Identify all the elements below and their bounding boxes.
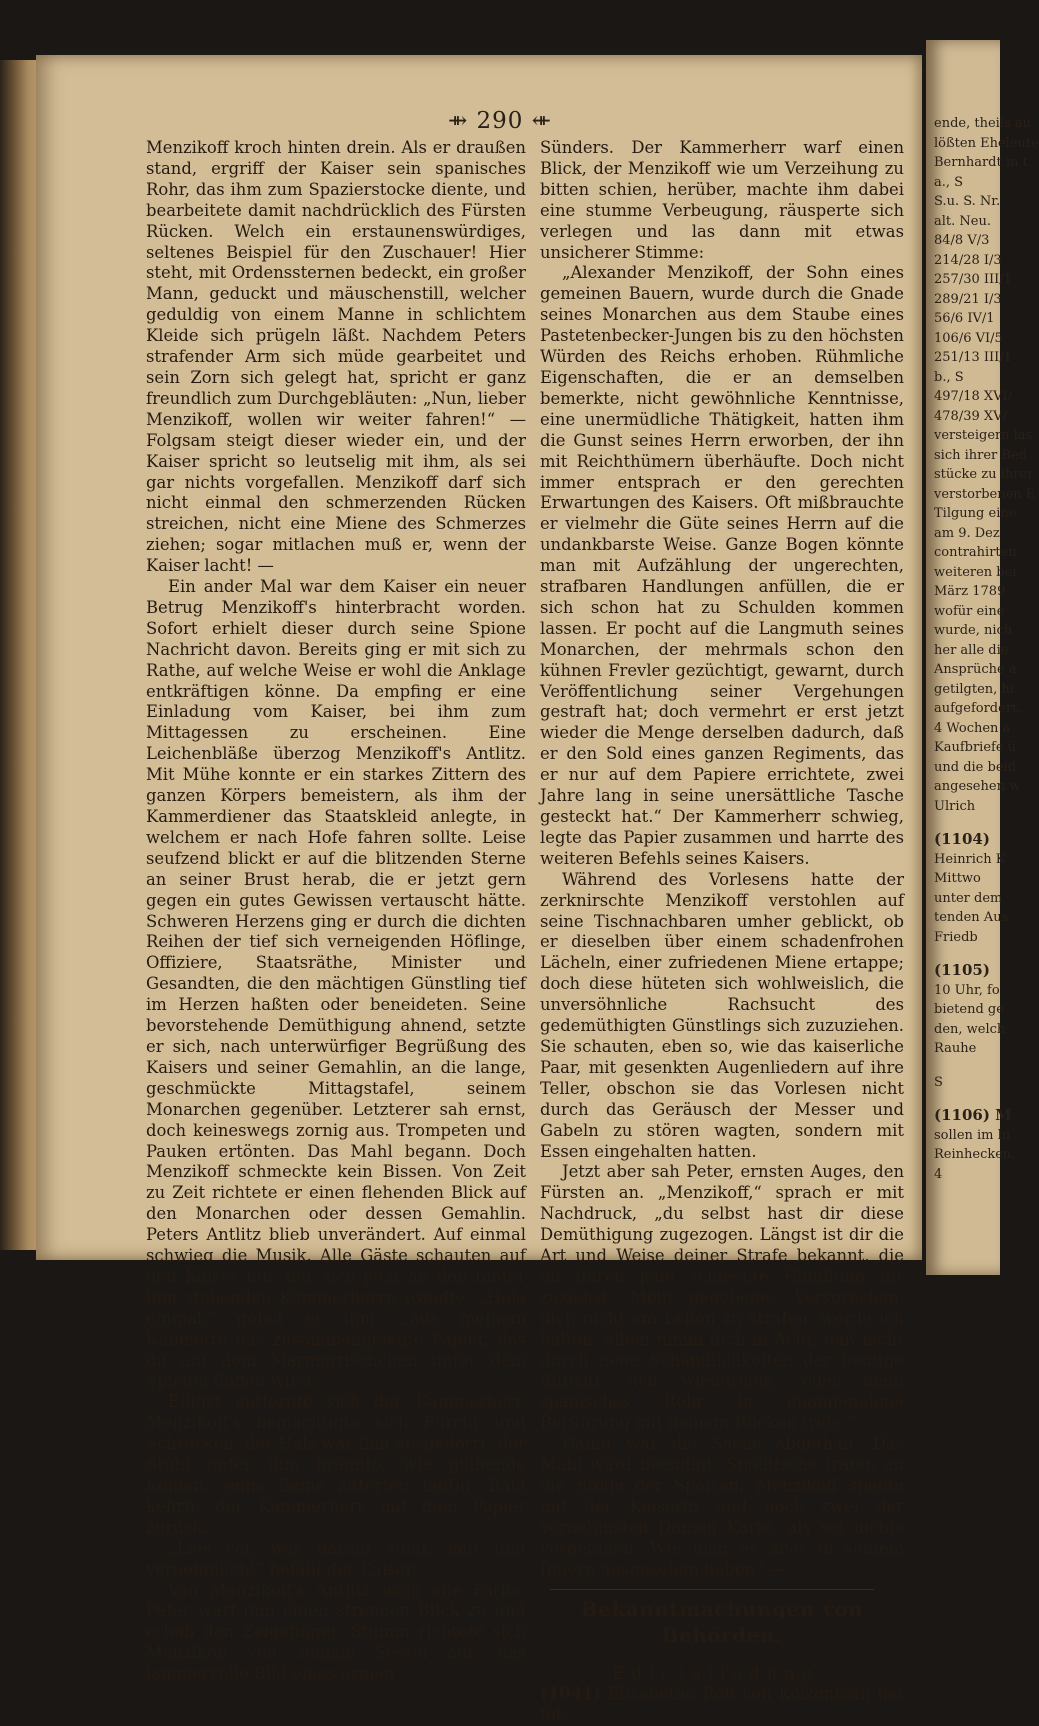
next-page-line: Bernhardt in t — [934, 155, 1028, 170]
next-page-line: 10 Uhr, fo — [934, 982, 1000, 998]
ornament-rule: 〰〰〰 — [705, 1649, 739, 1661]
next-page-line: Rauhe — [934, 1041, 977, 1056]
next-page-line: März 1789 — [934, 584, 1006, 599]
paragraph: Ein ander Mal war dem Kaiser ein neuer Betrug Menzikoff's hinterbracht worden. Sofort erhielt dieser durch seine Spione Nachricht davon. Bereits ging er mit sich zu Rathe, auf welche Weise er wohl die Anklage entkräftigen könne. Da empfing er eine Einladung vom Kaiser, bei ihm zum Mittagessen zu erscheinen. Eine Leichenbläße überzog Menzikoff's Antlitz. Mit Mühe konnte er ein starkes Zittern des ganzen Körpers bemeistern, als ihm der Kammerdiener das Staatskleid anlegte, in welchem er nach Hofe fahren sollte. Leise seufzend blickt er auf die blitzenden Sterne an seiner Brust herab, die er jetzt gern gegen ein gutes Gewissen vertauscht hätte. Schweren Herzens ging er durch die dichten Reihen der tief sich verneigenden Höflinge, Offiziere, Staatsräthe, Minister und Gesandten, die den mächtigen Günstling tief im Herzen haßten oder beneideten. Seine bevorstehende Demüthigung ahnend, setzte er sich, nach unterwürfiger Begrüßung des Kaisers und seiner Gemahlin, an die lange, geschmückte Mittagstafel, seinem Monarchen gegenüber. Letzterer sah ernst, doch keineswegs zornig aus. Trompeten und Pauken ertönten. Das Mahl begann. Doch Menzikoff schmeckte kein Bissen. Von Zeit zu Zeit richtete er einen flehenden Blick auf den Monarchen oder dessen Gemahlin. Peters Antlitz blieb unverändert. Auf einmal schwieg die Musik. Alle Gäste schauten auf den Kaiser hin, der sich jetzt an den hinter ihm stehenden Kammerherrn wandte. „Hole einmal,“ gebot er ihm, „aus meinem Kabinette das zusammengelegte Papier, das du auf dem Marmortischchen unter dem Spiegel finden wirst.“ — [146, 577, 526, 1391]
next-page-line: 257/30 III/1 — [934, 272, 1012, 287]
next-page-line: sich ihrer Bed — [934, 447, 1027, 463]
next-page-line: ende, theils au — [934, 116, 1031, 131]
next-page-line: S.u. S. Nr. — [934, 194, 1001, 209]
next-page-line: angesehen w — [934, 779, 1021, 794]
next-page-line: a., S — [934, 174, 964, 190]
adjacent-page-fragment — [926, 40, 1039, 1275]
paragraph: Menzikoff kroch hinten drein. Als er draußen stand, ergriff der Kaiser sein spanisches Rohr, das ihm zum Spazierstocke diente, und bearbeitete damit nachdrücklich des Fürsten Rücken. Welch ein erstaunenswürdiges, seltenes Beispiel für den Zuschauer! Hier steht, mit Ordenssternen bedeckt, ein großer Mann, geduckt und mäuschenstill, welcher geduldig von einem Manne in schlichtem Kleide sich prügeln läßt. Nachdem Peters strafender Arm sich müde gearbeitet und sein Zorn sich gelegt hat, spricht er ganz freundlich zum Durchgebläuten: „Nun, lieber Menzikoff, wollen wir weiter fahren!“ — Folgsam steigt dieser wieder ein, und der Kaiser spricht so leutselig mit ihm, als sei gar nichts vorgefallen. Menzikoff darf sich nicht einmal den schmerzenden Rücken streichen, nicht eine Miene des Schmerzes ziehen; sogar mitlachen muß er, wenn der Kaiser lacht! — — [146, 138, 526, 576]
next-page-line: Heinrich K — [934, 851, 1006, 867]
paragraph: Jetzt aber sah Peter, ernsten Auges, den Fürsten an. „Menzikoff,“ sprach er mit Nachdruck, „du selbst hast dir diese Demüthigung zugezogen. Längst ist dir die Art und Weise deiner Strafe bekannt, die du durch jede schlechte Handlung dir zuziehst. Mein gegebenes Versprechen, dich nicht am Leben zu strafen, werde ich halten; allein nimm dich in Acht, daß nicht durch neue Schändlichkeiten der heutige Auftritt sich wiederhole, oder mein spanisches Rohr in unangenehme Berührung mit deinem Rücken trete.“ — [540, 1162, 904, 1433]
next-page-line: Mittwo — [934, 871, 981, 886]
paragraph: „Alexander Menzikoff, der Sohn eines gemeinen Bauern, wurde durch die Gnade seines Monarchen aus dem Staube eines Pastetenbecker-Jungen bis zu den höchsten Würden des Reichs erhoben. Rühmliche Eigenschaften, die er an demselben bemerkte, nicht gewöhnliche Kenntnisse, eine unermüdliche Thätigkeit, hatten ihm die Gunst seines Herrn erworben, der ihn mit Reichthümern überhäufte. Doch nicht immer entsprach er den gerechten Erwartungen des Kaisers. Oft mißbrauchte er vielmehr die Güte seines Herrn auf die undankbarste Weise. Ganze Bogen könnte man mit Aufzählung der ungerechten, strafbaren Handlungen anfüllen, die er sich schon hat zu Schulden kommen lassen. Er pocht auf die Langmuth seines Monarchen, der mehrmals schon den kühnen Frevler gezüchtigt, gewarnt, durch Veröffentlichung seiner Vergehungen gestraft hat; doch vermehrt er erst jetzt wieder die Menge derselben dadurch, daß er den Sold eines ganzen Regiments, das er nur auf dem Papiere errichtete, zwei Jahre lang in seine unersättliche Tasche gesteckt hat.“ Der Kammerherr schwieg, legte das Papier zusammen und harrte des weiteren Befehls seines Kaisers. — [540, 263, 904, 868]
next-page-line: Ulrich — [934, 798, 976, 814]
notice-number: (1041) — [540, 1684, 602, 1704]
next-page-line: stücke zu ihrer — [934, 467, 1034, 482]
next-page-line: 497/18 XVI/ — [934, 389, 1013, 404]
next-page-line: wofür eine — [934, 603, 1005, 619]
next-page-line: 478/39 XV/ — [934, 408, 1007, 424]
next-page-line: 214/28 I/3 — [934, 252, 1002, 268]
next-page-line: Reinhecken, — [934, 1147, 1016, 1162]
right-text-column — [540, 138, 904, 1726]
next-page-line: 84/8 V/3 — [934, 233, 990, 248]
notice-text: Elisabethe Roß von Kölzenhain hat fol- — [540, 1684, 904, 1725]
next-page-line: getilgten, hi — [934, 681, 1014, 697]
next-page-line: (1105) — [934, 961, 990, 979]
next-page-line: sollen im hi — [934, 1127, 1011, 1143]
section-divider — [550, 1589, 874, 1590]
next-page-line: b., S — [934, 369, 964, 385]
next-page-line: her alle die — [934, 642, 1009, 658]
next-page-line: 56/6 IV/1 — [934, 311, 995, 326]
next-page-line: weiteren bei — [934, 564, 1017, 580]
paragraph: Sünders. Der Kammerherr warf einen Blick, der Menzikoff wie um Verzeihung zu bitten schien, herüber, machte ihm dabei eine stumme Verbeugung, räusperte sich verlegen und las dann mit etwas unsicherer Stimme: — [540, 138, 904, 262]
page-number: ⇻ 290 ⇺ — [447, 108, 553, 134]
next-page-line: Ansprüche a — [934, 662, 1017, 677]
next-page-line: Friedb — [934, 929, 978, 945]
next-page-line: S — [934, 1074, 943, 1090]
next-page-line: aufgefordert, — [934, 701, 1022, 716]
next-page-line: verstorbenen E — [934, 486, 1036, 502]
next-page-line: Kaufbriefe ü — [934, 740, 1017, 755]
next-page-line: versteigern las — [934, 428, 1033, 443]
book-page-edges — [0, 60, 40, 1250]
next-page-line: Tilgung eine — [934, 506, 1017, 521]
next-page-line: lößten Eheleute — [934, 135, 1039, 151]
notice-entry — [540, 1684, 904, 1726]
next-page-line: 106/6 VI/5 — [934, 330, 1003, 346]
next-page-line: und die beid — [934, 759, 1016, 775]
next-page-line: contrahirten — [934, 545, 1017, 560]
next-page-line: 4 Wochen a — [934, 720, 1011, 736]
next-page-line: am 9. Dez — [934, 525, 1000, 541]
paragraph: Damit war die Sache abgethan. Das Mahl ward beendigt; Spieltische traten an die Stelle der Speisen; Menzikoff spielte mit der Kaiserin und noch zwei der vornehmsten Damen Karte, als sei nichts vorgefallen. Wie mag es aber in seinem Innern ausgesehen haben? — — [540, 1434, 904, 1579]
next-page-line: 4 — [934, 1166, 943, 1182]
next-page-line: den, welch — [934, 1021, 1006, 1037]
next-page-line: tenden Aus — [934, 910, 1009, 925]
next-page-line: (1104) — [934, 830, 990, 848]
paragraph: Eiligst entfernte sich der Kammerherr. Menzikoff's bemächtigte sich Furcht und Schrecken; der Hals war ihm ausgedörrt; der Stuhl unter ihm brannte, wie glühende Kohlen; seine Beine zitterten heftig. Bald kehrte der Kammerherr mit dem Papier zurück. — [146, 1392, 526, 1537]
edict-title: Edictalladung. — [612, 1663, 832, 1683]
paragraph: „Lies vor, was darauf steht, laut und vernehmlich!“ befahl der Kaiser. — [146, 1538, 526, 1579]
section-heading: Bekanntmachungen von Behörden. — [580, 1596, 864, 1647]
next-page-line: bietend ge — [934, 1002, 1004, 1017]
next-page-line: unter dem — [934, 890, 1003, 906]
next-page-line: 251/13 III/1 — [934, 350, 1012, 365]
paragraph: Von Menzikoff's Antlitz wich alle Farbe. Peter warf ihm einen strengen Blick zu und erhob den Zeigefinger. Stumm richtete sich Menzikoff von seinem Sessel auf, das jammervolle Bild eines armen — [146, 1580, 526, 1684]
next-page-line: wurde, nich — [934, 623, 1013, 638]
next-page-line: (1106) M — [934, 1106, 1012, 1124]
next-page-line: 289/21 I/3 — [934, 291, 1002, 307]
left-text-column — [146, 138, 526, 1685]
next-page-line: alt. Neu. — [934, 213, 991, 229]
paragraph: Während des Vorlesens hatte der zerknirschte Menzikoff verstohlen auf seine Tischnachbaren umher geblickt, ob er dieselben über einem schadenfrohen Lächeln, einer zufriedenen Miene ertappe; doch diese hüteten sich wohlweislich, die unversöhnliche Rachsucht des gedemüthigten Günstlings sich zuzuziehen. Sie schauten, eben so, wie das kaiserliche Paar, mit gesenkten Augenliedern auf ihre Teller, obschon sie das Vorlesen nicht durch das Geräusch der Messer und Gabeln zu stören wagten, sondern mit Essen eingehalten hatten. — [540, 869, 904, 1161]
